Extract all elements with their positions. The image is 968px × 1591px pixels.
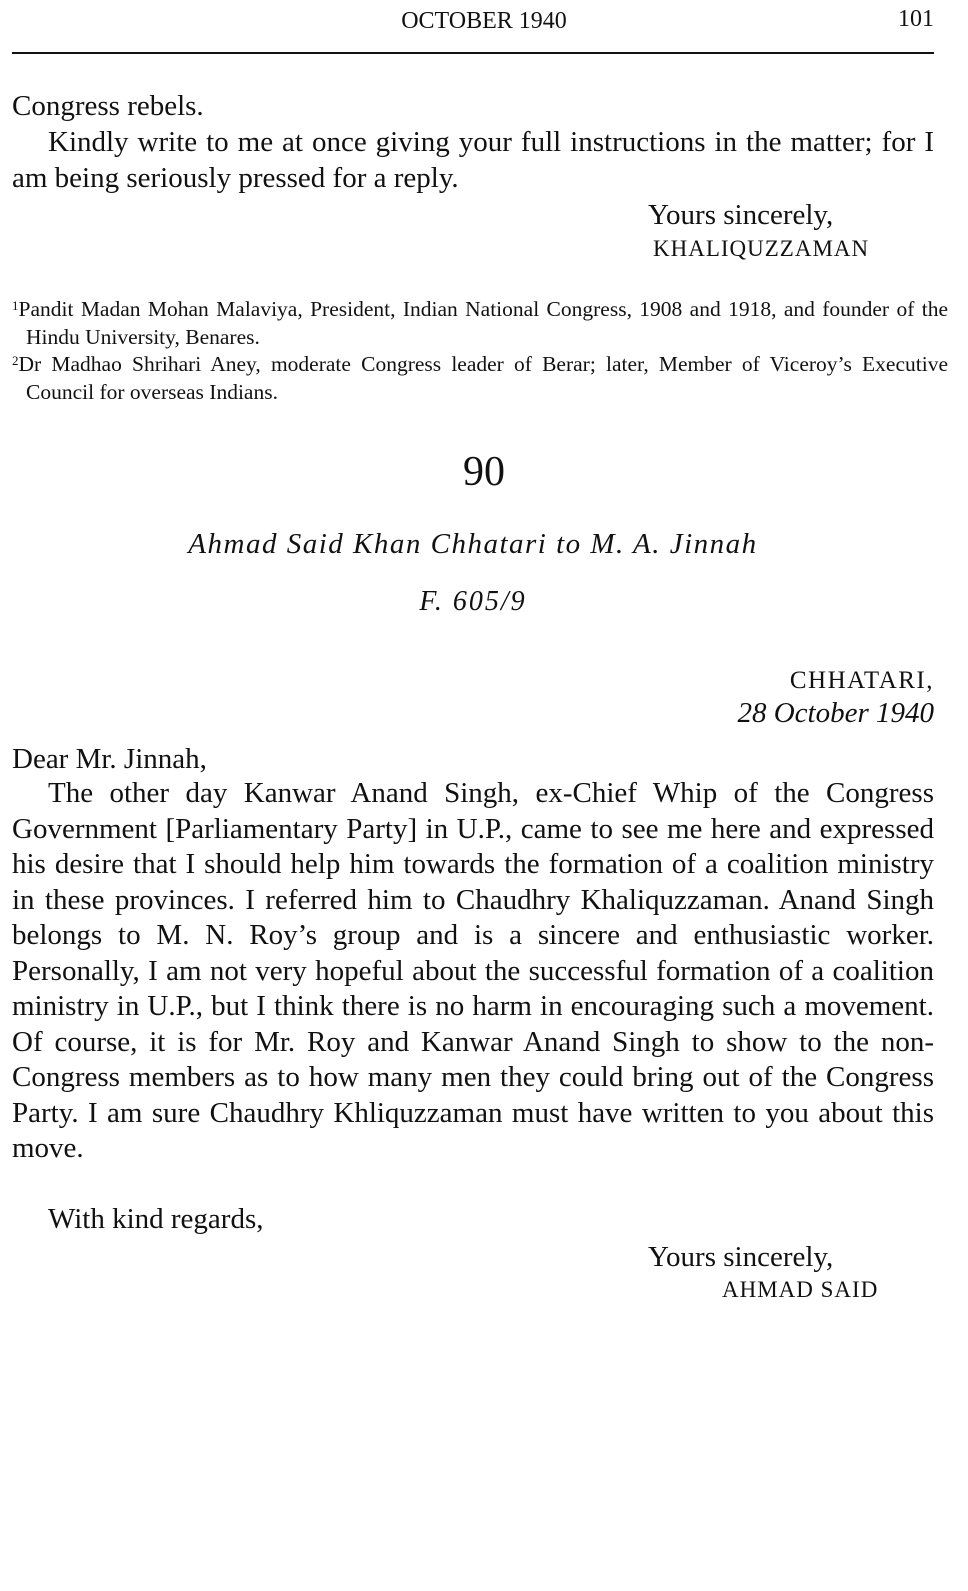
letter-date: 28 October 1940 — [737, 697, 934, 729]
letter-paragraph: Kindly write to me at once giving your full instructions in the matter; for I am being seriously pressed for a reply. — [12, 126, 934, 194]
letter-closing: Yours sincerely, — [648, 1241, 834, 1273]
document-reference: F. 605/9 — [419, 586, 527, 617]
salutation: Dear Mr. Jinnah, — [12, 743, 207, 775]
footnote-marker: 2 — [12, 353, 19, 368]
footnote-text: Dr Madhao Shrihari Aney, moderate Congress leader of Berar; later, Member of Viceroy’s Executive Council for overseas Indians. — [18, 352, 948, 404]
footnote-2 — [12, 347, 948, 406]
header-rule — [12, 52, 934, 54]
letter-continuation: Congress rebels. — [12, 90, 204, 122]
letter-closing: Yours sincerely, — [648, 199, 834, 231]
regards: With kind regards, — [48, 1203, 264, 1235]
footnote-marker: 1 — [12, 298, 19, 313]
letter-signature: AHMAD SAID — [722, 1277, 879, 1302]
footnote-text: Pandit Madan Mohan Malaviya, President, Indian National Congress, 1908 and 1918, and founder of the Hindu University, Benares. — [18, 297, 948, 349]
page-number: 101 — [898, 6, 934, 32]
running-title: OCTOBER 1940 — [401, 8, 567, 34]
letter-place: CHHATARI, — [789, 667, 934, 694]
document-number: 90 — [463, 449, 505, 495]
letter-signature: KHALIQUZZAMAN — [653, 236, 870, 261]
footnote-1 — [12, 292, 948, 351]
document-heading: Ahmad Said Khan Chhatari to M. A. Jinnah — [188, 528, 758, 560]
letter-body: The other day Kanwar Anand Singh, ex-Chief Whip of the Congress Government [Parliamentary Party] in U.P., came to see me here and expressed his desire that I should help him towards the formation of a coalition ministry in these provinces. I referred him to Chaudhry Khaliquzzaman. Anand Singh belongs to M. N. Roy’s group and is a sincere and enthusiastic worker. Personally, I am not very hopeful about the successful formation of a coalition ministry in U.P., but I think there is no harm in encouraging such a movement. Of course, it is for Mr. Roy and Kanwar Anand Singh to show to the non-Congress members as to how many men they could bring out of the Congress Party. I am sure Chaudhry Khliquzzaman must have written to you about this move. — [12, 777, 934, 1164]
